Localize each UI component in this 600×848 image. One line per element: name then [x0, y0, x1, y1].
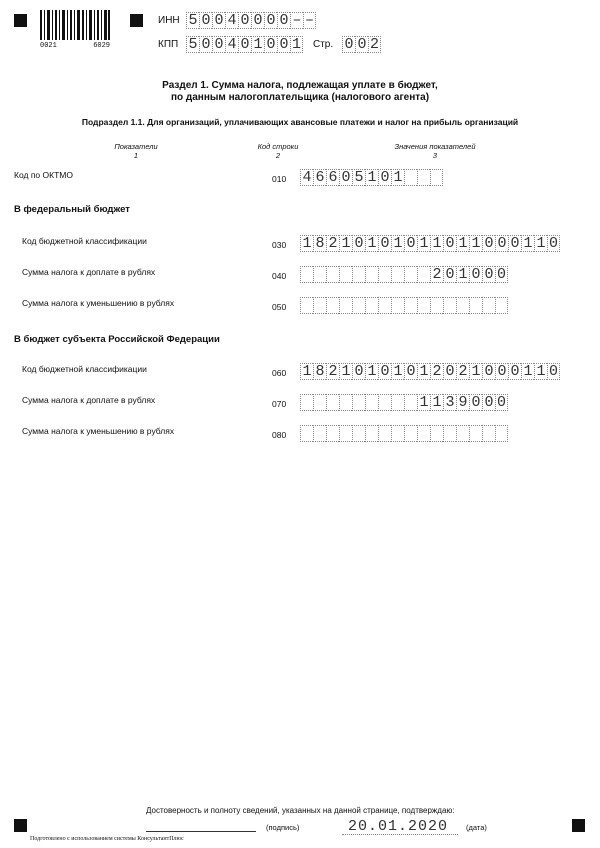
federal-pay-field-cell: 2 — [430, 266, 443, 283]
federal-kbk-field-cell: 1 — [300, 235, 313, 252]
federal-pay-field-cell: 0 — [482, 266, 495, 283]
kpp-field-cell: 0 — [238, 36, 251, 53]
regional-kbk-field-cell: 0 — [482, 363, 495, 380]
federal-reduce-field-cell — [352, 297, 365, 314]
inn-field-cell: 5 — [186, 12, 199, 29]
signature-label: (подпись) — [266, 823, 300, 832]
regional-reduce-field-cell — [339, 425, 352, 442]
page-number-field-cell: 0 — [355, 36, 368, 53]
regional-reduce-field-cell — [417, 425, 430, 442]
kpp-field-cell: 0 — [277, 36, 290, 53]
regional-kbk-field-cell: 1 — [339, 363, 352, 380]
regional-kbk-field-cell: 0 — [404, 363, 417, 380]
regional-kbk-field-cell: 1 — [469, 363, 482, 380]
oktmo-field-cell — [417, 169, 430, 186]
regional-kbk-field-cell: 1 — [365, 363, 378, 380]
oktmo-field-cell: 0 — [339, 169, 352, 186]
inn-label: ИНН — [158, 15, 180, 26]
regional-kbk-field-cell: 0 — [548, 363, 558, 380]
federal-kbk-field-cell: 0 — [378, 235, 391, 252]
inn-field-cell: 0 — [199, 12, 212, 29]
federal-kbk-field-cell: 2 — [326, 235, 339, 252]
regional-reduce-field-cell — [300, 425, 313, 442]
regional-pay-field-cell: 1 — [430, 394, 443, 411]
kpp-field[interactable] — [186, 36, 303, 53]
federal-pay-label: Сумма налога к доплате в рублях — [22, 267, 156, 277]
regional-pay-field-cell: 0 — [469, 394, 482, 411]
regional-reduce-label: Сумма налога к уменьшению в рублях — [22, 426, 175, 436]
inn-field-cell: 0 — [277, 12, 290, 29]
federal-pay-field-cell: 0 — [496, 266, 506, 283]
section-title-line1: Раздел 1. Сумма налога, подлежащая уплате в бюджет, — [162, 80, 438, 91]
federal-kbk-field-cell: 0 — [404, 235, 417, 252]
federal-pay-field-cell — [339, 266, 352, 283]
federal-pay-field-cell — [365, 266, 378, 283]
regional-kbk-field-cell: 1 — [417, 363, 430, 380]
regional-kbk-field-cell: 1 — [391, 363, 404, 380]
federal-reduce-field-cell — [326, 297, 339, 314]
regional-pay-field-cell — [404, 394, 417, 411]
federal-pay-field-cell: 1 — [456, 266, 469, 283]
regional-pay-field-cell — [391, 394, 404, 411]
regional-pay-field-cell: 9 — [456, 394, 469, 411]
regional-pay-field-cell — [378, 394, 391, 411]
inn-field-cell: 4 — [225, 12, 238, 29]
column-header-indicators — [96, 142, 176, 160]
barcode-image — [40, 10, 110, 40]
regional-reduce-field-cell — [365, 425, 378, 442]
corner-marker-bottom-left — [14, 819, 27, 832]
federal-kbk-label: Код бюджетной классификации — [22, 236, 147, 246]
federal-pay-field-cell — [404, 266, 417, 283]
federal-reduce-field-cell — [469, 297, 482, 314]
regional-reduce-field-cell — [456, 425, 469, 442]
regional-kbk-field-cell: 0 — [352, 363, 365, 380]
federal-kbk-field-cell: 0 — [548, 235, 558, 252]
oktmo-field-cell: 6 — [313, 169, 326, 186]
regional-kbk-field-cell: 2 — [326, 363, 339, 380]
federal-reduce-field-cell — [482, 297, 495, 314]
kpp-field-cell: 5 — [186, 36, 199, 53]
oktmo-line-code: 010 — [272, 174, 287, 184]
regional-kbk-field-cell: 1 — [534, 363, 547, 380]
regional-pay-line-code: 070 — [272, 399, 287, 409]
federal-pay-field-cell — [300, 266, 313, 283]
column-header-indicators-number: 1 — [133, 151, 139, 160]
federal-kbk-field-cell: 1 — [339, 235, 352, 252]
oktmo-field[interactable] — [300, 169, 443, 186]
regional-kbk-field-cell: 8 — [313, 363, 326, 380]
federal-pay-field-cell: 0 — [469, 266, 482, 283]
regional-reduce-field-cell — [495, 425, 508, 442]
oktmo-field-cell — [430, 169, 443, 186]
federal-pay-field-cell — [313, 266, 326, 283]
kpp-label: КПП — [158, 39, 179, 50]
kpp-field-cell: 0 — [199, 36, 212, 53]
date-label: (дата) — [466, 823, 487, 832]
regional-pay-field[interactable] — [300, 394, 508, 411]
oktmo-field-cell: 1 — [391, 169, 404, 186]
federal-kbk-field-cell: 0 — [443, 235, 456, 252]
regional-reduce-field-cell — [326, 425, 339, 442]
column-header-values-number: 3 — [432, 151, 438, 160]
page-number-field[interactable] — [342, 36, 381, 53]
regional-reduce-field-cell — [391, 425, 404, 442]
inn-field[interactable] — [186, 12, 316, 29]
column-header-line-code-number: 2 — [275, 151, 281, 160]
regional-pay-field-cell — [352, 394, 365, 411]
oktmo-label: Код по ОКТМО — [14, 170, 73, 180]
federal-reduce-label: Сумма налога к уменьшению в рублях — [22, 298, 175, 308]
federal-reduce-field-cell — [443, 297, 456, 314]
inn-field-cell: 0 — [238, 12, 251, 29]
regional-pay-field-cell: 1 — [417, 394, 430, 411]
oktmo-field-cell: 0 — [378, 169, 391, 186]
inn-field-cell: – — [304, 12, 314, 29]
regional-reduce-field-cell — [469, 425, 482, 442]
column-header-values — [380, 142, 490, 160]
federal-kbk-field-cell: 1 — [430, 235, 443, 252]
federal-reduce-field-cell — [300, 297, 313, 314]
kpp-field-cell: 1 — [291, 36, 301, 53]
regional-reduce-field-cell — [430, 425, 443, 442]
federal-budget-heading: В федеральный бюджет — [14, 204, 130, 215]
federal-kbk-field-cell: 1 — [391, 235, 404, 252]
regional-kbk-label: Код бюджетной классификации — [22, 364, 147, 374]
kpp-field-cell: 0 — [264, 36, 277, 53]
section-title-line2: по данным налогоплательщика (налогового агента) — [170, 92, 430, 103]
inn-field-cell: – — [290, 12, 303, 29]
regional-reduce-field-cell — [313, 425, 326, 442]
kpp-field-cell: 1 — [251, 36, 264, 53]
regional-pay-field-cell: 3 — [443, 394, 456, 411]
federal-kbk-field-cell: 1 — [534, 235, 547, 252]
federal-reduce-field-cell — [417, 297, 430, 314]
regional-pay-field-cell — [365, 394, 378, 411]
regional-pay-field-cell: 0 — [482, 394, 495, 411]
federal-reduce-field-cell — [313, 297, 326, 314]
federal-pay-field-cell — [352, 266, 365, 283]
regional-reduce-line-code: 080 — [272, 430, 287, 440]
corner-marker-top-right — [130, 14, 143, 27]
federal-reduce-field-cell — [365, 297, 378, 314]
federal-pay-field-cell — [326, 266, 339, 283]
federal-reduce-field[interactable] — [300, 297, 508, 314]
column-header-indicators-label: Показатели — [114, 142, 158, 151]
federal-kbk-line-code: 030 — [272, 240, 287, 250]
federal-kbk-field-cell: 0 — [482, 235, 495, 252]
regional-kbk-field-cell: 0 — [378, 363, 391, 380]
federal-pay-field-cell — [391, 266, 404, 283]
barcode-number — [40, 42, 110, 50]
regional-pay-field-cell — [326, 394, 339, 411]
regional-kbk-line-code: 060 — [272, 368, 287, 378]
regional-kbk-field-cell: 0 — [508, 363, 521, 380]
confirm-text: Достоверность и полноту сведений, указанных на данной странице, подтверждаю: — [146, 806, 455, 815]
federal-kbk-field-cell: 1 — [365, 235, 378, 252]
page-number-field-cell: 0 — [342, 36, 355, 53]
federal-reduce-field-cell — [339, 297, 352, 314]
regional-pay-label: Сумма налога к доплате в рублях — [22, 395, 156, 405]
regional-kbk-field-cell: 1 — [300, 363, 313, 380]
federal-pay-field[interactable] — [300, 266, 508, 283]
column-header-values-label: Значения показателей — [394, 142, 476, 151]
subsection-title: Подраздел 1.1. Для организаций, уплачивающих авансовые платежи и налог на прибыль организаций — [81, 117, 519, 127]
regional-reduce-field-cell — [482, 425, 495, 442]
federal-kbk-field-cell: 1 — [521, 235, 534, 252]
federal-kbk-field-cell: 1 — [456, 235, 469, 252]
federal-pay-field-cell: 0 — [443, 266, 456, 283]
date-line — [342, 834, 458, 835]
federal-kbk-field[interactable] — [300, 235, 560, 252]
page-label: Стр. — [313, 39, 334, 50]
oktmo-field-cell: 6 — [326, 169, 339, 186]
barcode-number-right: 6029 — [93, 42, 110, 50]
regional-reduce-field-cell — [352, 425, 365, 442]
oktmo-field-cell: 4 — [300, 169, 313, 186]
federal-reduce-field-cell — [404, 297, 417, 314]
regional-pay-field-cell — [300, 394, 313, 411]
kpp-field-cell: 0 — [212, 36, 225, 53]
federal-kbk-field-cell: 8 — [313, 235, 326, 252]
column-header-line-code-label: Код строки — [257, 142, 299, 151]
signature-line[interactable] — [146, 831, 256, 832]
corner-marker-top-left — [14, 14, 27, 27]
barcode-number-left: 0021 — [40, 42, 57, 50]
regional-kbk-field-cell: 2 — [430, 363, 443, 380]
inn-field-cell: 0 — [251, 12, 264, 29]
date-field[interactable]: 20.01.2020 — [348, 818, 449, 835]
oktmo-field-cell: 1 — [365, 169, 378, 186]
federal-pay-line-code: 040 — [272, 271, 287, 281]
regional-budget-heading: В бюджет субъекта Российской Федерации — [14, 334, 220, 345]
prepared-by-note: Подготовлено с использованием системы КонсультантПлюс — [30, 836, 184, 842]
oktmo-field-cell: 5 — [352, 169, 365, 186]
regional-reduce-field-cell — [404, 425, 417, 442]
federal-kbk-field-cell: 0 — [352, 235, 365, 252]
regional-kbk-field-cell: 0 — [443, 363, 456, 380]
federal-kbk-field-cell: 0 — [495, 235, 508, 252]
regional-pay-field-cell — [313, 394, 326, 411]
inn-field-cell: 0 — [264, 12, 277, 29]
federal-reduce-field-cell — [456, 297, 469, 314]
regional-kbk-field-cell: 0 — [495, 363, 508, 380]
inn-field-cell: 0 — [212, 12, 225, 29]
regional-reduce-field-cell — [443, 425, 456, 442]
federal-kbk-field-cell: 0 — [508, 235, 521, 252]
oktmo-field-cell — [404, 169, 417, 186]
federal-pay-field-cell — [417, 266, 430, 283]
federal-pay-field-cell — [378, 266, 391, 283]
corner-marker-bottom-right — [572, 819, 585, 832]
regional-kbk-field-cell: 1 — [521, 363, 534, 380]
regional-kbk-field[interactable] — [300, 363, 560, 380]
federal-reduce-field-cell — [391, 297, 404, 314]
federal-reduce-field-cell — [430, 297, 443, 314]
federal-reduce-line-code: 050 — [272, 302, 287, 312]
regional-reduce-field-cell — [378, 425, 391, 442]
regional-reduce-field[interactable] — [300, 425, 508, 442]
federal-reduce-field-cell — [378, 297, 391, 314]
regional-kbk-field-cell: 2 — [456, 363, 469, 380]
column-header-line-code — [238, 142, 318, 160]
federal-kbk-field-cell: 1 — [469, 235, 482, 252]
kpp-field-cell: 4 — [225, 36, 238, 53]
regional-pay-field-cell: 0 — [496, 394, 506, 411]
page-number-field-cell: 2 — [369, 36, 379, 53]
federal-reduce-field-cell — [495, 297, 508, 314]
federal-kbk-field-cell: 1 — [417, 235, 430, 252]
regional-pay-field-cell — [339, 394, 352, 411]
